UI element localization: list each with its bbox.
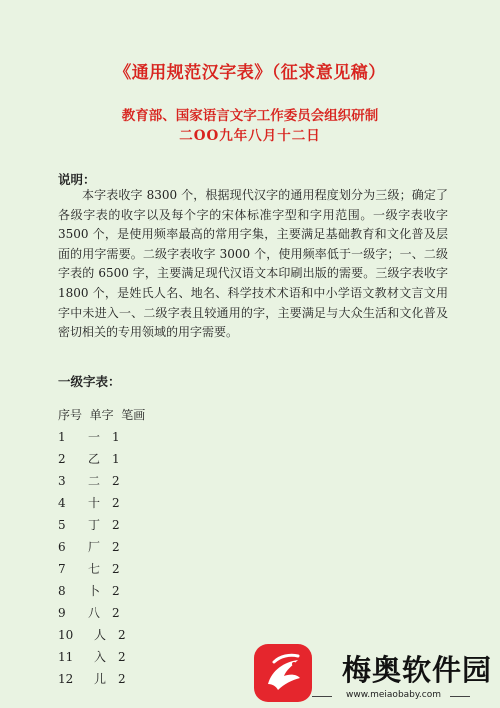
watermark-divider-right bbox=[450, 696, 470, 697]
watermark-url: www.meiaobaby.com bbox=[346, 690, 442, 700]
watermark-site-name: 梅奥软件园 bbox=[342, 653, 493, 687]
watermark bbox=[250, 642, 500, 708]
notes-heading: 说明： bbox=[58, 172, 96, 187]
dragon-logo-icon bbox=[254, 644, 312, 702]
document-date: 二OO九年八月十二日 bbox=[179, 128, 321, 144]
table-header: 序号 单字 笔画 bbox=[58, 408, 146, 422]
document-page: 《通用规范汉字表》（征求意见稿） 教育部、国家语言文字工作委员会组织研制 二OO九年八月十二日 说明： 本字表收字 8300 个，根据现代汉字的通用程度划分为三级；确定了各级字表的收字以及每个字的宋体标准字型和字用范围。一级字表收字 3500 个，是使用频率最高的常用字集，主要满足基础教育和文化普及层面的用字需要。二级字表收字 3000 个，使用频率低于一级字；一、二级字表的 6500 字，主要满足现代汉语文本印刷出版的需要。三级字表收字 1800 个，是姓氏人名、地名、科学技术术语和中小学语文教材文言文用字中未进入一、二级字表且较通用的字，主要满足与大众生活和文化普及密切相关的专用领域的用字需要。 一级字表： 序号 单字 笔画 1 一 1 2 乙 1 3 二 2 4 十 2 5 丁 2 6 厂 2 7 七 2 8 卜 2 9 八 2 10 人 2 11 入 2 12 儿 2 梅奥软件园 www.meiaobaby.com bbox=[0, 0, 500, 708]
notes-paragraph: 本字表收字 8300 个，根据现代汉字的通用程度划分为三级；确定了各级字表的收字以及每个字的宋体标准字型和字用范围。一级字表收字 3500 个，是使用频率最高的常用字集，主要满足基础教育和文化普及层面的用字需要。二级字表收字 3000 个，使用频率低于一级字；一、二级字表的 6500 字，主要满足现代汉语文本印刷出版的需要。三级字表收字 1800 个，是姓氏人名、地名、科学技术术语和中小学语文教材文言文用字中未进入一、二级字表且较通用的字，主要满足与大众生活和文化普及密切相关的专用领域的用字需要。 bbox=[58, 188, 448, 340]
watermark-divider-left bbox=[312, 696, 332, 697]
organization-line: 教育部、国家语言文字工作委员会组织研制 bbox=[121, 108, 379, 124]
level1-heading: 一级字表： bbox=[58, 374, 121, 389]
document-title: 《通用规范汉字表》（征求意见稿） bbox=[114, 63, 386, 83]
